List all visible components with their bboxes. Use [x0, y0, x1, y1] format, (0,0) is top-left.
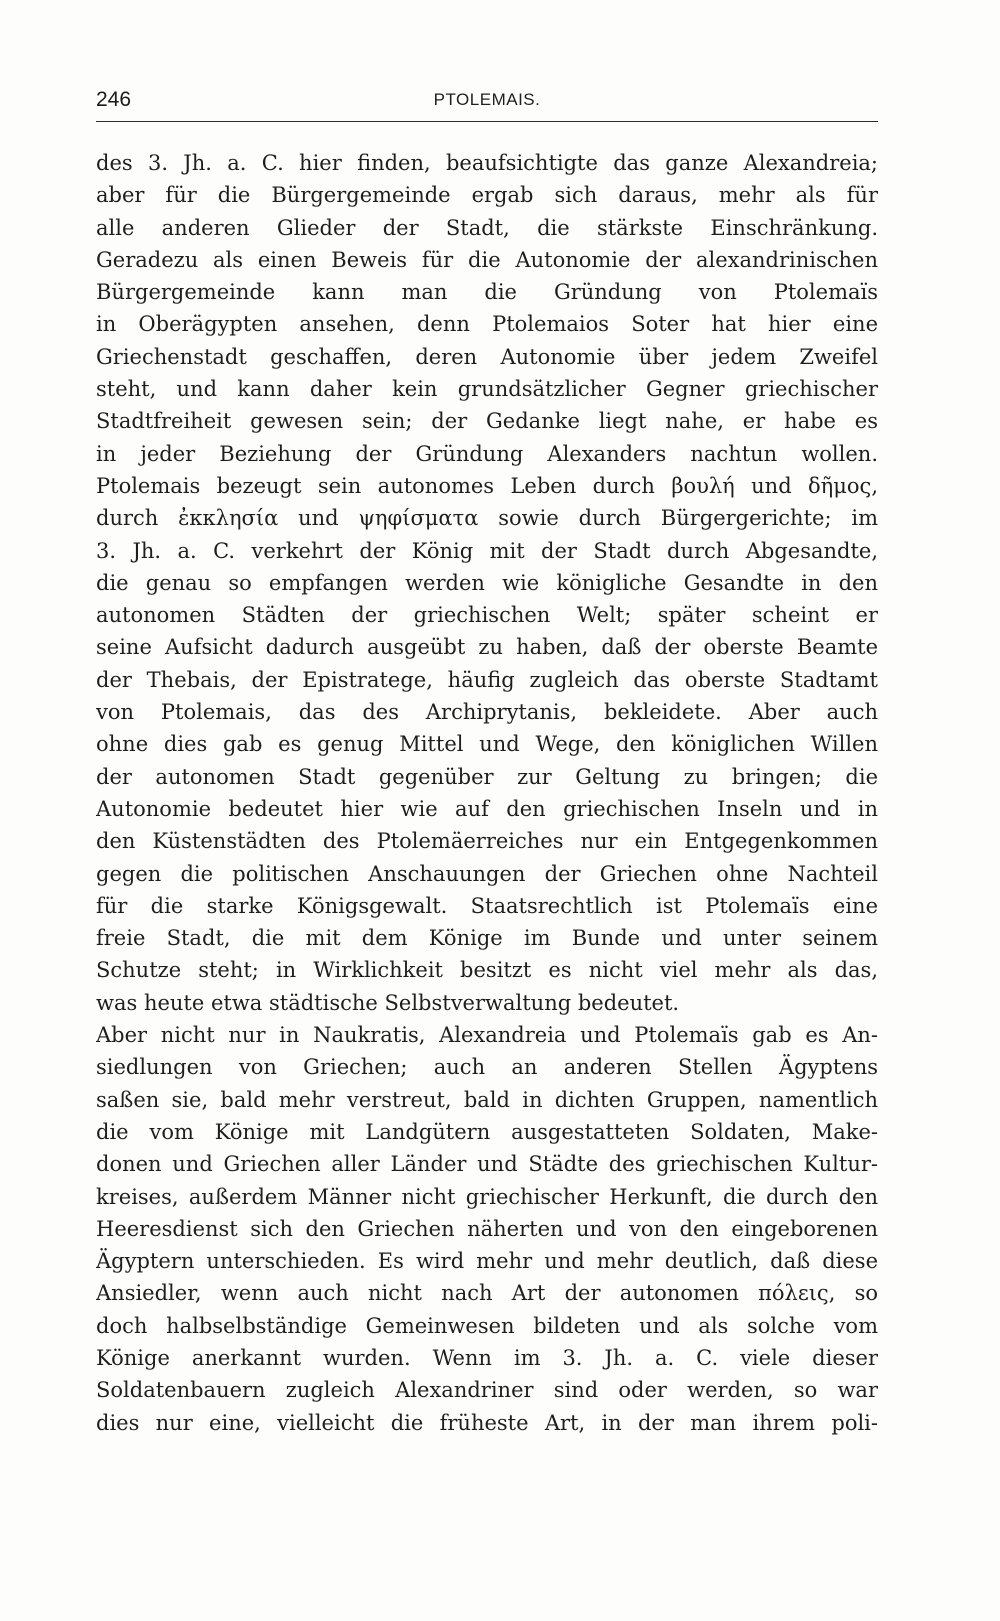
text-line: gegen die politischen Anschauungen der Griechen ohne Nachteil [96, 861, 878, 886]
text-line: Ptolemais bezeugt sein autonomes Leben durch βουλή und δῆμος, [96, 473, 878, 498]
text-line: Soldatenbauern zugleich Alexandriner sind oder werden, so war [96, 1378, 878, 1403]
text-line: des 3. Jh. a. C. hier finden, beaufsichtigte das ganze Alexandreia; [96, 151, 878, 175]
page-header [96, 88, 878, 120]
text-line: Griechenstadt geschaffen, deren Autonomie über jedem Zweifel [96, 344, 878, 369]
text-line: die genau so empfangen werden wie königliche Gesandte in den [96, 570, 878, 595]
text-line: von Ptolemais, das des Archiprytanis, bekleidete. Aber auch [96, 700, 878, 725]
text-line: ohne dies gab es genug Mittel und Wege, den königlichen Willen [96, 732, 878, 757]
running-head: PTOLEMAIS. [433, 90, 541, 109]
text-line: Könige anerkannt wurden. Wenn im 3. Jh. a. C. viele dieser [96, 1345, 878, 1370]
text-line: in jeder Beziehung der Gründung Alexanders nachtun wollen. [96, 441, 878, 466]
paragraph-last-line: was heute etwa städtische Selbstverwaltung bedeutet. [96, 990, 680, 1015]
text-line: der autonomen Stadt gegenüber zur Geltung zu bringen; die [96, 764, 878, 789]
text-line: dies nur eine, vielleicht die früheste Art, in der man ihrem poli- [96, 1410, 878, 1435]
text-line: Bürgergemeinde kann man die Gründung von Ptolemaïs [96, 280, 878, 305]
text-line: Ansiedler, wenn auch nicht nach Art der autonomen πόλεις, so [96, 1281, 878, 1306]
text-line: seine Aufsicht dadurch ausgeübt zu haben, daß der oberste Beamte [96, 635, 878, 660]
text-line: der Thebais, der Epistratege, häufig zugleich das oberste Stadtamt [96, 667, 878, 692]
text-line: 3. Jh. a. C. verkehrt der König mit der Stadt durch Abgesandte, [96, 538, 878, 563]
text-line: saßen sie, bald mehr verstreut, bald in dichten Gruppen, namentlich [96, 1087, 878, 1112]
text-line: autonomen Städten der griechischen Welt; später scheint er [96, 603, 878, 628]
text-line: Autonomie bedeutet hier wie auf den griechischen Inseln und in [96, 796, 878, 821]
text-line: donen und Griechen aller Länder und Städte des griechischen Kultur- [96, 1152, 878, 1177]
text-line: Schutze steht; in Wirklichkeit besitzt es nicht viel mehr als das, [96, 958, 878, 983]
text-line: für die starke Königsgewalt. Staatsrechtlich ist Ptolemaïs eine [96, 893, 878, 918]
text-line: in Oberägypten ansehen, denn Ptolemaios Soter hat hier eine [96, 312, 878, 337]
text-line: Ägyptern unterschieden. Es wird mehr und mehr deutlich, daß diese [96, 1249, 878, 1274]
text-line: Geradezu als einen Beweis für die Autonomie der alexandrinischen [96, 247, 878, 272]
body-text [96, 147, 878, 1439]
header-rule [96, 121, 878, 122]
text-line: die vom Könige mit Landgütern ausgestatteten Soldaten, Make- [96, 1119, 878, 1144]
text-line: siedlungen von Griechen; auch an anderen Stellen Ägyptens [96, 1055, 878, 1080]
text-line: den Küstenstädten des Ptolemäerreiches nur ein Entgegenkommen [96, 829, 878, 854]
text-line: kreises, außerdem Männer nicht griechischer Herkunft, die durch den [96, 1184, 878, 1209]
text-line: durch ἐκκλησία und ψηφίσματα sowie durch Bürgergerichte; im [96, 506, 878, 531]
text-line: alle anderen Glieder der Stadt, die stärkste Einschränkung. [96, 215, 878, 240]
text-line: freie Stadt, die mit dem Könige im Bunde und unter seinem [96, 926, 878, 951]
text-line: Stadtfreiheit gewesen sein; der Gedanke liegt nahe, er habe es [96, 409, 878, 434]
page-number: 246 [96, 88, 132, 111]
text-line: Heeresdienst sich den Griechen näherten und von den eingeborenen [96, 1216, 878, 1241]
text-line: steht, und kann daher kein grundsätzlicher Gegner griechischer [96, 377, 878, 402]
text-line: aber für die Bürgergemeinde ergab sich daraus, mehr als für [96, 183, 878, 208]
text-line: Aber nicht nur in Naukratis, Alexandreia und Ptolemaïs gab es An- [96, 1023, 878, 1048]
text-line: doch halbselbständige Gemeinwesen bildeten und als solche vom [96, 1313, 878, 1338]
